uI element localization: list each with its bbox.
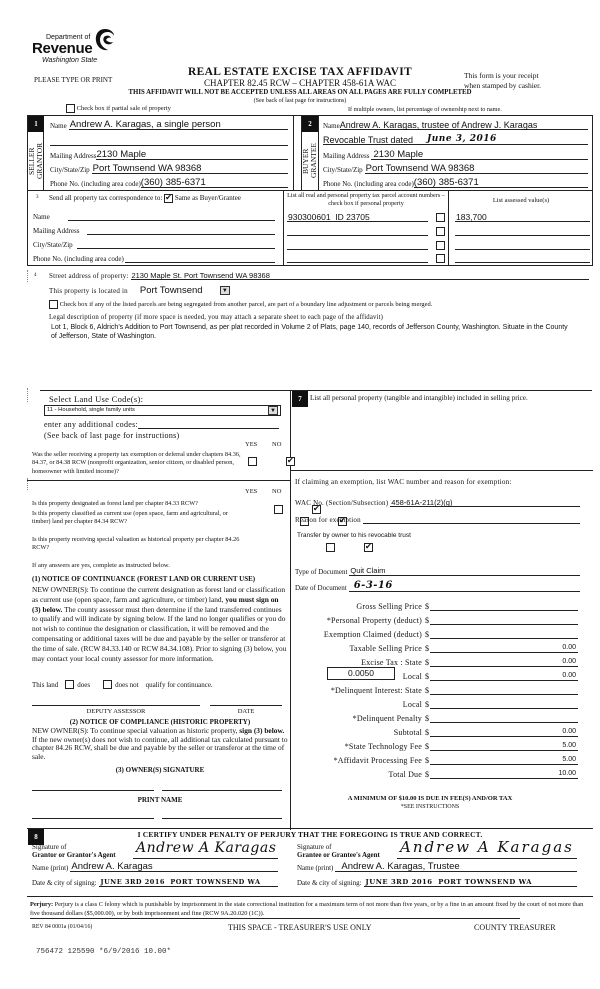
buyer-name-line2-field[interactable]: Revocable Trust dated (323, 135, 414, 145)
corr-phone-row: Phone No. (including area code) (33, 252, 275, 263)
divider (448, 191, 449, 266)
reason-row: Reason for exemption (295, 513, 580, 524)
section-5-marker (27, 388, 28, 402)
continuance-row: This land does does not qualify for continuance. (32, 680, 213, 689)
section-5-top-border (40, 390, 592, 391)
fee-row-exemption: Exemption Claimed (deduct) $ (300, 625, 590, 639)
section-8-top-border (27, 828, 593, 829)
certify-statement: I CERTIFY UNDER PENALTY OF PERJURY THAT THE FOREGOING IS TRUE AND CORRECT. (137, 830, 483, 839)
assessed-header: List assessed value(s) (492, 197, 550, 204)
treasurer-space-label: THIS SPACE - TREASURER'S USE ONLY (228, 923, 372, 932)
does-qualify-checkbox[interactable] (65, 680, 74, 689)
grantor-signature-label: Signature of Grantor or Grantor's Agent (32, 843, 116, 859)
personal-property-checkbox[interactable] (436, 227, 445, 236)
print-name-label: PRINT NAME (137, 796, 183, 804)
if-yes-note: If any answers are yes, complete as instructed below. (32, 562, 170, 569)
additional-codes-field[interactable] (138, 418, 279, 429)
divider (283, 191, 284, 266)
partial-sale-option[interactable] (66, 104, 171, 113)
forest-yes-checkbox[interactable] (274, 505, 283, 514)
completion-warning: THIS AFFIDAVIT WILL NOT BE ACCEPTED UNLESS ALL AREAS ON ALL PAGES ARE FULLY COMPLETED (128, 89, 472, 96)
deputy-assessor-label: DEPUTY ASSESSOR (86, 708, 146, 715)
corr-name-row: Name (33, 210, 275, 221)
buyer-phone-field[interactable]: (360) 385-6371 (413, 177, 479, 188)
owner-signature-label: (3) OWNER(S) SIGNATURE (115, 766, 205, 774)
owner-signature-line[interactable] (162, 790, 282, 791)
grantor-name-row: Name (print) Andrew A. Karagas (32, 861, 278, 872)
notice-2-text: NEW OWNER(S): To continue special valuation as historic property, sign (3) below. If the new owner(s) does not wish to continue, all additional tax calculated pursuant to chapter 84.26 RCW, shall be due and payable by the seller or transferor at the time of sale. (32, 726, 288, 761)
fee-row-taxable: Taxable Selling Price $ 0.00 (349, 644, 576, 653)
fee-row-subtotal: Subtotal $ 0.00 (393, 728, 576, 737)
fee-row-delinquent-state: *Delinquent Interest: State $ (300, 681, 590, 695)
logo-revenue: Revenue (32, 40, 93, 57)
land-use-see-back: (See back of last page for instructions) (44, 431, 180, 440)
partial-sale-label: Check box if partial sale of property (76, 104, 171, 112)
doc-type-row: Type of Document Quit Claim (295, 565, 580, 576)
assessed-row (455, 239, 590, 250)
receipt-note-2: when stamped by cashier. (464, 81, 542, 90)
parcels-header: List all real and personal property tax parcel account numbers – check box if personal property (287, 192, 445, 207)
current-use-question: Is this property classified as current use (open space, farm and agricultural, or timber) land per chapter 84.34 RCW? (32, 510, 228, 526)
assessed-value-field[interactable]: 183,700 (456, 212, 487, 222)
buyer-mailing-row: Mailing Address 2130 Maple (323, 149, 588, 160)
assessed-value-field[interactable] (455, 225, 590, 236)
grantee-signature-line[interactable] (397, 858, 577, 859)
section-1-number: 1 (28, 116, 44, 132)
buyer-trust-date-handwritten: June 3, 2016 (427, 134, 497, 144)
assessed-row (455, 252, 590, 263)
fee-row-processing-fee: *Affidavit Processing Fee $ 5.00 (333, 756, 576, 765)
logo-state: Washington State (42, 57, 98, 64)
parcel-row (287, 211, 445, 222)
correspondence-header: Send all property tax correspondence to: ✔ Same as Buyer/Grantee (49, 194, 241, 203)
print-name-line[interactable] (162, 818, 282, 819)
legal-label: Legal description of property (if more space is needed, you may attach a separate sheet to each page of the affidavit) (49, 314, 384, 321)
assessor-date-line[interactable] (210, 705, 282, 706)
does-not-qualify-checkbox[interactable] (103, 680, 112, 689)
instructions-ref: (See back of last page for instructions) (253, 98, 347, 104)
parcel-row (287, 225, 445, 236)
same-as-buyer-checkbox[interactable] (164, 194, 173, 203)
historic-yes-checkbox[interactable] (326, 543, 335, 552)
legal-description-field[interactable]: Lot 1, Block 6, Aldrich's Addition to Port Townsend, as per plat recorded in Volume 2 of Plats, page 140, records of Jefferson County, Washington. Situate in the County of Jefferson, State of Washington. (51, 324, 568, 340)
fee-row-excise-state: Excise Tax : State $ 0.00 (361, 658, 576, 667)
yes-header: YES (245, 441, 258, 448)
parcel-row (287, 252, 445, 263)
form-subtitle: CHAPTER 82.45 RCW – CHAPTER 458-61A WAC (204, 78, 396, 88)
section-6-top-border (27, 480, 290, 481)
form-title: REAL ESTATE EXCISE TAX AFFIDAVIT (188, 66, 412, 78)
seller-name-row: Name Andrew A. Karagas, a single person (50, 119, 288, 130)
corr-phone-field[interactable] (125, 252, 275, 263)
corr-mailing-row: Mailing Address (33, 224, 275, 235)
section-7-number: 7 (292, 391, 308, 407)
county-treasurer-label: COUNTY TREASURER (474, 923, 556, 932)
buyer-name-row: Name Andrew A. Karagas, trustee of Andrew J. Karagas (323, 119, 588, 130)
excise-state-field[interactable]: 0.00 (430, 656, 578, 667)
delinquent-interest-local-field[interactable] (430, 698, 578, 709)
parcel-row (287, 239, 445, 250)
date-label: DATE (237, 708, 255, 715)
assessed-row (455, 211, 590, 222)
located-dropdown[interactable]: Port Townsend (139, 285, 203, 296)
perjury-notice: Perjury: Perjury is a class C felony which is punishable by imprisonment in the state correctional institution for a maximum term of not more than five years, or by a fine in an amount fixed by the court of not more than five thousand dollars ($5,000.00), or by both imprisonment and fine (RCW 9A.20.020 (1C)). (30, 901, 584, 917)
total-due-field[interactable]: 10.00 (430, 768, 578, 779)
personal-property-label: List all personal property (tangible and intangible) included in selling price. (310, 394, 528, 402)
receipt-note-1: This form is your receipt (464, 71, 539, 80)
additional-codes-row: enter any additional codes: (44, 418, 279, 429)
section-8-number: 8 (28, 829, 44, 845)
subtotal-field[interactable]: 0.00 (430, 726, 578, 737)
grantee-signature[interactable]: Andrew A Karagas (400, 838, 574, 856)
seller-name-field[interactable]: Andrew A. Karagas, a single person (69, 119, 221, 130)
fee-row-gross: Gross Selling Price $ (300, 597, 590, 611)
forest-land-question: Is this property designated as forest land per chapter 84.33 RCW? (32, 500, 198, 507)
notice-1-text: NEW OWNER(S): To continue the current designation as forest land or classification as current use (open space, farm and agriculture, or timber) land, you must sign on (3) below. The county assessor must then determine if the land transferred continues to qualify and will indicate by signing below. If the land no longer qualifies or you do not wish to continue the designation or classification, it will be removed and the compensating or additional taxes will be due and payable by the seller or transferor at the time of sale. (RCW 84.33.140 or RCW 84.34.108). Prior to signing (3) below, you may contact your local county assessor for more information. (32, 585, 287, 663)
personal-property-checkbox[interactable] (436, 254, 445, 263)
section-2-number: 2 (302, 116, 318, 132)
street-address-row: Street address of property: 2130 Maple St. Port Townsend WA 98368 (49, 269, 589, 280)
grantor-name-field[interactable]: Andrew A. Karagas (71, 861, 153, 872)
delinquent-penalty-field[interactable] (430, 712, 578, 723)
doc-type-field[interactable]: Quit Claim (350, 566, 386, 575)
grantor-signature[interactable]: Andrew A Karagas (136, 840, 277, 856)
located-row: This property is located in Port Townsend ▼ (49, 285, 230, 296)
fee-row-personal: *Personal Property (deduct) $ (300, 611, 590, 625)
fee-row-penalty: *Delinquent Penalty $ (300, 709, 590, 723)
seller-phone-row: Phone No. (including area code) (360) 385-6371 (50, 177, 288, 188)
seller-mailing-field[interactable]: 2130 Maple (96, 149, 147, 160)
section-8-bottom-border (27, 896, 593, 897)
multiple-owners-note: If multiple owners, list percentage of ownership next to name. (348, 106, 502, 113)
grantor-date-city-field[interactable]: JUNE 3RD 2016 PORT TOWNSEND WA (100, 878, 261, 886)
s6-yes-header: YES (245, 488, 258, 495)
processing-fee-field[interactable]: 5.00 (430, 754, 578, 765)
reason-line[interactable] (363, 513, 580, 524)
exemption-question: Was the seller receiving a property tax exemption or deferral under chapters 84.36, 84.37, or 84.38 RCW (nonprofit organization, senior citizen, or disabled person, homeowner with limited income)? (32, 451, 241, 475)
buyer-phone-row: Phone No. (including area code) (360) 385-6371 (323, 177, 588, 188)
grantor-date-row: Date & city of signing: JUNE 3RD 2016 PORT TOWNSEND WA (32, 876, 278, 887)
parcel-number-field[interactable] (287, 225, 428, 236)
taxable-price-field[interactable]: 0.00 (430, 642, 578, 653)
chevron-down-icon[interactable]: ▼ (268, 406, 278, 415)
grantee-date-city-field[interactable]: JUNE 3RD 2016 PORT TOWNSEND WA (365, 878, 533, 886)
section-6-marker (27, 478, 28, 490)
seller-name-line2 (50, 135, 288, 146)
partial-sale-checkbox[interactable] (66, 104, 75, 113)
dor-logo (32, 28, 132, 68)
grantee-name-field[interactable]: Andrew A. Karagas, Trustee (341, 861, 460, 872)
excise-local-field[interactable]: 0.00 (430, 670, 578, 681)
logo-dept-of: Department of (46, 34, 91, 41)
seller-name-line2-field[interactable] (50, 135, 288, 146)
form-number: REV 84 0001a (01/04/16) (32, 924, 93, 930)
exemption-top-border (290, 470, 593, 471)
fee-row-excise-local: Local $ 0.00 (402, 672, 576, 681)
land-use-label: Select Land Use Code(s): (49, 394, 144, 404)
grantor-signature-line[interactable] (133, 858, 278, 859)
wa-dor-logo-icon (94, 28, 116, 52)
wac-row: WAC No. (Section/Subsection) 458-61A-211(2)(g) (295, 496, 580, 507)
personal-property-checkbox[interactable] (436, 241, 445, 250)
treasurer-stamp: 756472 125590 *6/9/2016 10.00* (36, 948, 172, 956)
doc-date-field[interactable]: 6-3-16 (353, 580, 393, 591)
segregated-option[interactable]: Check box if any of the listed parcels are being segregated from another parcel, are part of a boundary line adjustment or parcels being merged. (49, 300, 432, 309)
section-3-number: 3 (36, 195, 39, 200)
seller-city-field[interactable]: Port Townsend WA 98368 (92, 163, 202, 174)
fee-row-total: Total Due $ 10.00 (388, 770, 576, 779)
assessed-value-field[interactable] (455, 239, 590, 250)
buyer-mailing-field[interactable]: 2130 Maple (373, 149, 424, 160)
grantee-signature-label: Signature of Grantee or Grantee's Agent (297, 843, 380, 859)
grantee-date-row: Date & city of signing: JUNE 3RD 2016 PORT TOWNSEND WA (297, 876, 577, 887)
personal-property-field[interactable] (430, 614, 578, 625)
s6-no-header: NO (272, 488, 282, 495)
buyer-city-row: City/State/Zip Port Townsend WA 98368 (323, 163, 588, 174)
wac-field[interactable]: 458-61A-211(2)(g) (391, 498, 453, 507)
q1-yes-checkbox[interactable] (248, 457, 257, 466)
see-instructions: *SEE INSTRUCTIONS (400, 804, 460, 810)
fee-row-delinquent-local: Local $ (300, 695, 590, 709)
buyer-city-field[interactable]: Port Townsend WA 98368 (365, 163, 475, 174)
historic-no-checkbox[interactable] (364, 543, 373, 552)
seller-city-row: City/State/Zip Port Townsend WA 98368 (50, 163, 288, 174)
please-type: PLEASE TYPE OR PRINT (34, 76, 113, 84)
perjury-underline (30, 918, 520, 919)
grantee-name-row: Name (print) Andrew A. Karagas, Trustee (297, 861, 577, 872)
gross-price-field[interactable] (430, 600, 578, 611)
deputy-assessor-line[interactable] (32, 705, 200, 706)
local-rate-field[interactable]: 0.0050 (327, 667, 395, 680)
parcel-number-field[interactable] (287, 239, 428, 250)
section-4-marker (27, 270, 28, 282)
land-use-select[interactable]: 11 - Household, single family units ▼ (44, 405, 281, 416)
personal-property-checkbox[interactable] (436, 213, 445, 222)
corr-city-field[interactable] (77, 238, 275, 249)
print-name-line[interactable] (32, 818, 154, 819)
reason-field[interactable]: Transfer by owner to his revocable trust (297, 532, 411, 539)
doc-date-row: Date of Document 6-3-16 (295, 581, 580, 592)
fee-row-tech-fee: *State Technology Fee $ 5.00 (344, 742, 576, 751)
segregated-checkbox[interactable] (49, 300, 58, 309)
parcel-number-field[interactable] (287, 252, 428, 263)
seller-label: SELLER GRANTOR (27, 142, 44, 180)
seller-phone-field[interactable]: (360) 385-6371 (140, 177, 206, 188)
corr-city-row: City/State/Zip (33, 238, 275, 249)
no-header: NO (272, 441, 282, 448)
chevron-down-icon[interactable]: ▼ (220, 286, 230, 295)
notice-1-title: (1) NOTICE OF CONTINUANCE (FOREST LAND OR CURRENT USE) (32, 575, 256, 583)
notice-2-title: (2) NOTICE OF COMPLIANCE (HISTORIC PROPERTY) (69, 718, 251, 726)
buyer-name-line2 (323, 134, 588, 145)
corr-mailing-field[interactable] (87, 224, 275, 235)
owner-signature-line[interactable] (32, 790, 154, 791)
technology-fee-field[interactable]: 5.00 (430, 740, 578, 751)
q1-no-checkbox[interactable] (286, 457, 295, 466)
assessed-value-field[interactable] (455, 252, 590, 263)
buyer-name-field[interactable]: Andrew A. Karagas, trustee of Andrew J. Karagas (339, 120, 538, 130)
section-4-number: 4 (34, 273, 37, 278)
assessed-row (455, 225, 590, 236)
minimum-note: A MINIMUM OF $10.00 IS DUE IN FEE(S) AND/OR TAX (347, 795, 513, 802)
parcel-number-field[interactable]: 930300601 ID 23705 (288, 212, 370, 222)
exemption-header: If claiming an exemption, list WAC number and reason for exemption: (295, 478, 512, 486)
exemption-claimed-field[interactable] (430, 628, 578, 639)
historic-question: Is this property receiving special valuation as historical property per chapter 84.26 RCW? (32, 536, 240, 552)
corr-name-field[interactable] (68, 210, 275, 221)
buyer-label: BUYER GRANTEE (301, 143, 318, 179)
street-address-field[interactable]: 2130 Maple St. Port Townsend WA 98368 (131, 271, 270, 280)
seller-mailing-row: Mailing Address 2130 Maple (50, 149, 288, 160)
delinquent-interest-state-field[interactable] (430, 684, 578, 695)
